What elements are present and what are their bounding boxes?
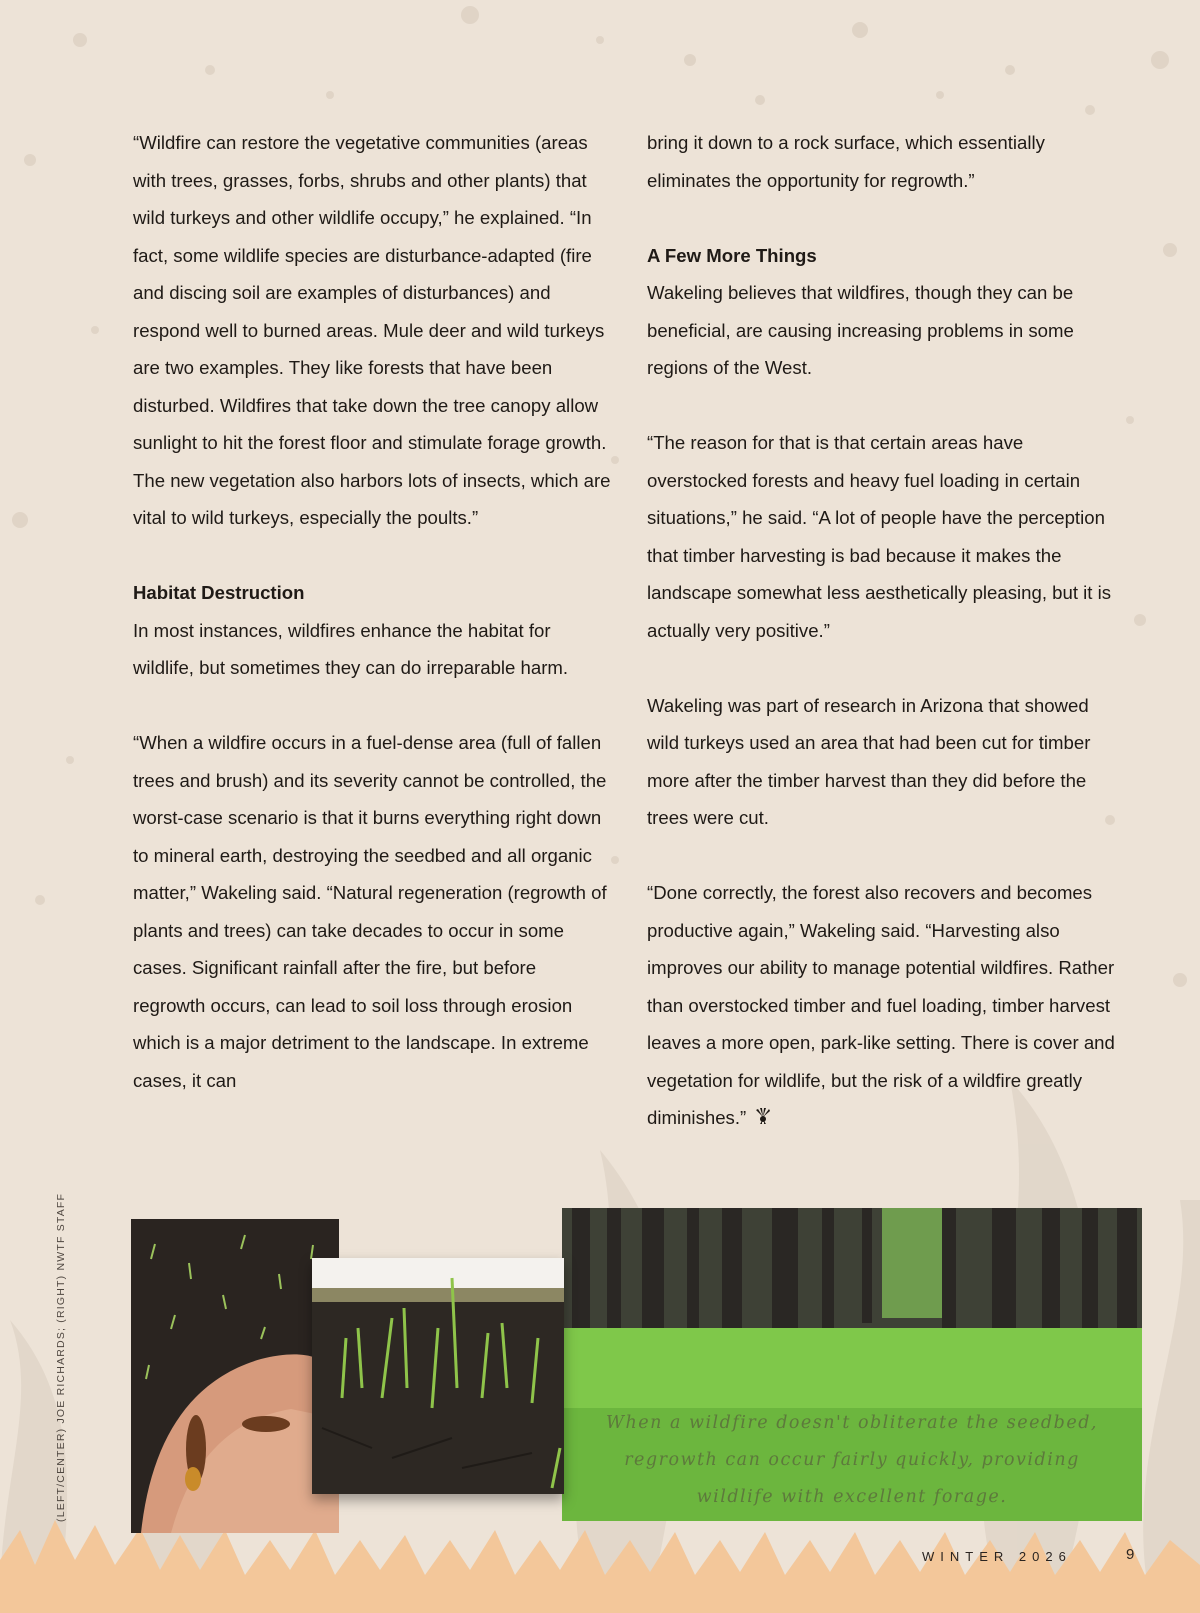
page-number: 9 bbox=[1126, 1546, 1135, 1563]
section-heading-habitat-destruction: Habitat Destruction bbox=[133, 582, 305, 603]
paragraph: bring it down to a rock surface, which essentially eliminates the opportunity for regrowth.” bbox=[647, 132, 1045, 191]
paragraph: In most instances, wildfires enhance the habitat for wildlife, but sometimes they can do irreparable harm. bbox=[133, 619, 569, 678]
paragraph: Wakeling was part of research in Arizona that showed wild turkeys used an area that had been cut for timber more after the timber harvest than they did before the trees were cut. bbox=[647, 694, 1091, 828]
paragraph: “Wildfire can restore the vegetative communities (areas with trees, grasses, forbs, shrubs and other plants) that wild turkeys and other wildlife occupy,” he explained. “In fact, some wildlife species are disturbance-adapted (fire and discing soil are examples of disturbances) and respond well to burned areas. Mule deer and wild turkeys are two examples. They like forests that have been disturbed. Wildfires that take down the tree canopy allow sunlight to hit the forest floor and stimulate forage growth. The new vegetation also harbors lots of insects, which are vital to wild turkeys, especially the poults.” bbox=[133, 132, 611, 528]
photo-burned-field-regrowth bbox=[312, 1258, 564, 1494]
paragraph-final bbox=[647, 874, 1117, 1138]
photo-caption: When a wildfire doesn't obliterate the seedbed, regrowth can occur fairly quickly, providing wildlife with excellent forage. bbox=[606, 1413, 1098, 1507]
turkey-end-mark-icon bbox=[754, 1100, 772, 1138]
paragraph: Wakeling believes that wildfires, though they can be beneficial, are causing increasing problems in some regions of the West. bbox=[647, 282, 1074, 378]
paragraph-text: “Done correctly, the forest also recovers and becomes productive again,” Wakeling said. “Harvesting also improves our ability to manage potential wildfires. Rather than overstocked timber and fuel loading, timber harvest leaves a more open, park-like setting. There is cover and vegetation for wildlife, but the risk of a wildfire greatly diminishes.” bbox=[647, 882, 1115, 1128]
issue-season: WINTER 2026 bbox=[922, 1549, 1072, 1564]
right-column bbox=[647, 124, 1117, 1138]
photo-credit: (LEFT/CENTER) JOE RICHARDS; (RIGHT) NWTF STAFF bbox=[55, 1192, 67, 1522]
photo-grasshoppers-in-hand bbox=[131, 1219, 339, 1533]
section-heading-a-few-more-things: A Few More Things bbox=[647, 244, 817, 266]
photo-forest-regrowth bbox=[562, 1208, 1142, 1521]
paragraph: “When a wildfire occurs in a fuel-dense area (full of fallen trees and brush) and its severity cannot be controlled, the worst-case scenario is that it burns everything right down to mineral earth, destroying the seedbed and all organic matter,” Wakeling said. “Natural regeneration (regrowth of plants and trees) can take decades to occur in some cases. Significant rainfall after the fire, but before regrowth occurs, can lead to soil loss through erosion which is a major detriment to the landscape. In extreme cases, it can bbox=[133, 732, 607, 1091]
left-column bbox=[133, 124, 613, 1099]
paragraph: “The reason for that is that certain areas have overstocked forests and heavy fuel loading in certain situations,” he said. “A lot of people have the perception that timber harvesting is bad because it makes the landscape somewhat less aesthetically pleasing, but it is actually very positive.” bbox=[647, 432, 1112, 641]
